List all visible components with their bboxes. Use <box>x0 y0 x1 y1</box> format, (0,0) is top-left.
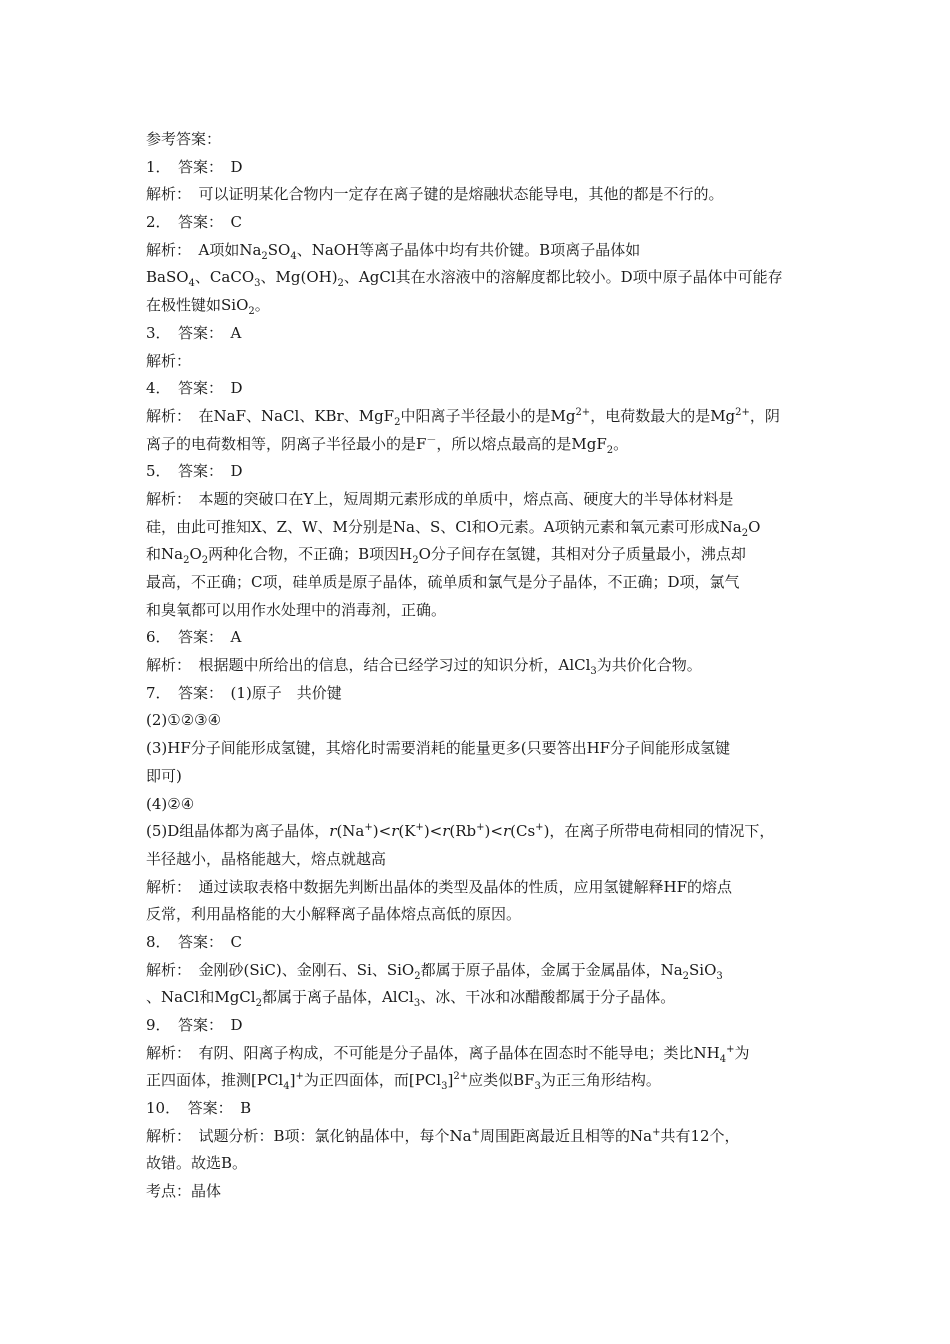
text-line: 解析： A项如$Na_2SO_4$、NaOH等离子晶体中均有共价键。B项离子晶体如 <box>146 240 641 262</box>
document-title: 参考答案： <box>146 130 222 148</box>
answer-document <box>146 126 826 1206</box>
text-line: (2)①②③④ <box>146 711 222 730</box>
text-line: 和臭氧都可以用作水处理中的消毒剂，正确。 <box>146 600 447 619</box>
text-line: 即可) <box>146 766 182 785</box>
text-line: 9． 答案： D <box>146 1016 243 1034</box>
text-line: 2． 答案： C <box>146 213 243 232</box>
text-line: 6． 答案： A <box>146 628 242 647</box>
text-line: 和$Na_2O_2$两种化合物，不正确；B项因$H_2O$分子间存在氢键，其相对分子质量最小，沸点却 <box>146 545 746 567</box>
text-line: 最高，不正确；C项，硅单质是原子晶体，硫单质和氯气是分子晶体，不正确；D项，氯气 <box>146 573 740 591</box>
text-line: 考点：晶体 <box>146 1182 222 1201</box>
text-line: 解析： 本题的突破口在Y上，短周期元素形成的单质中，熔点高、硬度大的半导体材料是 <box>146 489 734 508</box>
text-line: 4． 答案： D <box>146 379 243 398</box>
text-line: 离子的电荷数相等，阴离子半径最小的是F－，所以熔点最高的是MgF$_2$。 <box>146 434 629 456</box>
text-line: 解析： 有阴、阳离子构成，不可能是分子晶体，离子晶体在固态时不能导电；类比$NH_4^+$为 <box>146 1043 750 1065</box>
text-line: BaSO$_4$、CaCO$_3$、$Mg(OH)_2$、AgCl其在水溶液中的溶解度都比较小。D项中原子晶体中可能存 <box>146 268 783 290</box>
text-line: 7． 答案： (1)原子 共价键 <box>146 683 342 702</box>
text-line: 硅，由此可推知X、Z、W、M分别是Na、S、Cl和O元素。A项钠元素和氧元素可形成$Na_2O$ <box>146 517 761 539</box>
text-line: 、NaCl和MgCl$_2$都属于离子晶体，AlCl$_3$、冰、干冰和冰醋酸都属于分子晶体。 <box>146 988 676 1010</box>
text-line: 解析： 金刚砂(SiC)、金刚石、Si、SiO$_2$都属于原子晶体，金属于金属晶体，$Na_2SiO_3$ <box>146 960 723 982</box>
text-line: 反常，利用晶格能的大小解释离子晶体熔点高低的原因。 <box>146 905 522 924</box>
text-line: 解析： 试题分析：B项：氯化钠晶体中，每个Na+周围距离最近且相等的Na+共有12个， <box>146 1126 740 1145</box>
text-line: 5． 答案： D <box>146 462 243 481</box>
text-line: 正四面体，推测[PCl$_4$]+为正四面体，而$[PCl_3]^{2+}$应类似$BF_3$为正三角形结构。 <box>146 1071 661 1093</box>
text-line: 解析： <box>146 351 192 370</box>
text-line: 故错。故选B。 <box>146 1154 248 1173</box>
text-line: (3)HF分子间能形成氢键，其熔化时需要消耗的能量更多(只要答出HF分子间能形成氢键 <box>146 739 731 758</box>
text-line: 解析： 根据题中所给出的信息，结合已经学习过的知识分析，AlCl$_3$为共价化合物。 <box>146 656 702 678</box>
text-line: 10． 答案： B <box>146 1099 252 1118</box>
answer-lines <box>146 154 826 1206</box>
text-line: 在极性键如SiO$_2$。 <box>146 296 270 318</box>
text-line: (5)D组晶体都为离子晶体，r(Na+)<r(K+)<r(Rb+)<r(Cs+)，在离子所带电荷相同的情况下， <box>146 822 775 841</box>
text-line: 解析： 在NaF、NaCl、KBr、MgF$_2$中阳离子半径最小的是$Mg^{2+}$，电荷数最大的是$Mg^{2+}$，阴 <box>146 406 780 428</box>
text-line: 3． 答案： A <box>146 323 242 342</box>
text-line: 8． 答案： C <box>146 932 243 951</box>
text-line: 解析： 可以证明某化合物内一定存在离子键的是熔融状态能导电，其他的都是不行的。 <box>146 185 724 204</box>
text-line: 1． 答案： D <box>146 157 243 176</box>
text-line: 解析： 通过读取表格中数据先判断出晶体的类型及晶体的性质，应用氢键解释HF的熔点 <box>146 877 732 896</box>
text-line: (4)②④ <box>146 794 195 813</box>
text-line: 半径越小，晶格能越大，熔点就越高 <box>146 849 387 868</box>
